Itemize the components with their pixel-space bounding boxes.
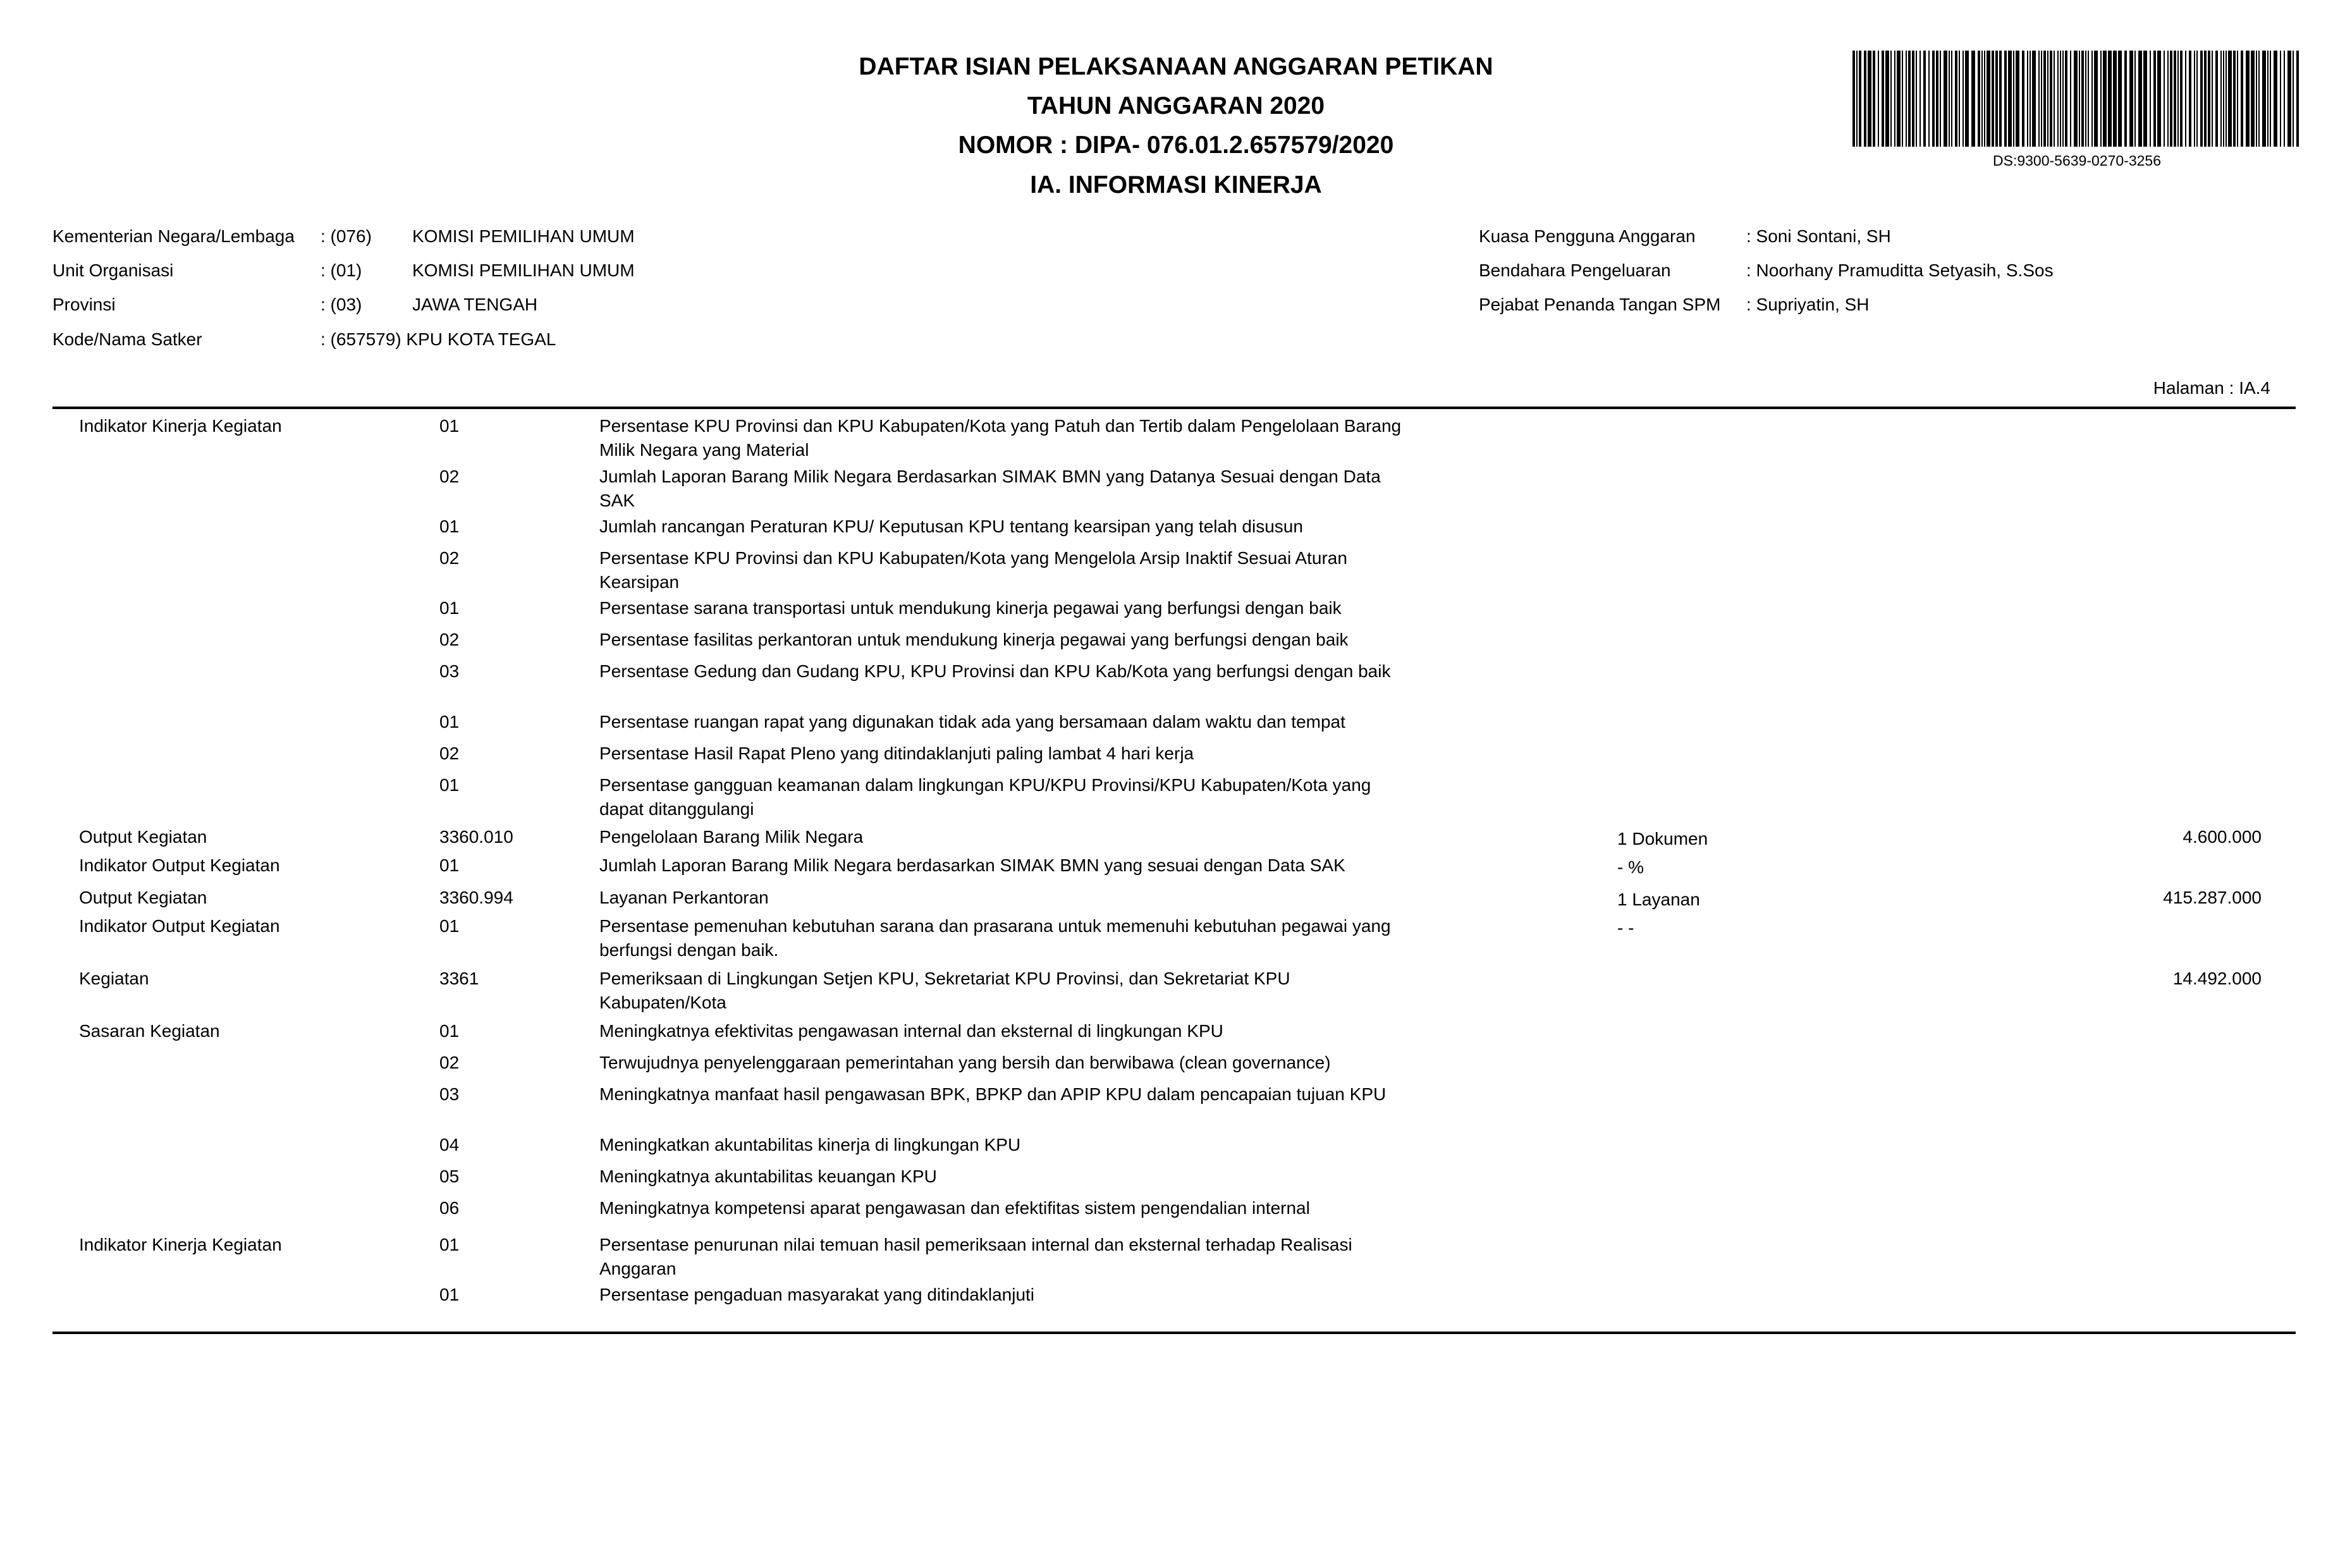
barcode-bar <box>2246 51 2250 147</box>
row-code: 01 <box>439 598 460 618</box>
barcode-bar <box>1906 51 1907 147</box>
row-volume: - - <box>1617 918 1634 938</box>
barcode-bar <box>2157 51 2161 147</box>
row-description: Layanan Perkantoran <box>599 888 769 907</box>
row-code: 03 <box>439 1084 460 1104</box>
barcode-bar <box>2091 51 2093 147</box>
barcode-bar <box>2150 51 2151 147</box>
barcode-bar <box>1868 51 1871 147</box>
barcode-bar <box>2016 51 2019 147</box>
barcode-bar <box>2167 51 2169 147</box>
row-description: Meningkatkan akuntabilitas kinerja di lingkungan KPU <box>599 1135 1021 1155</box>
barcode-bar <box>1932 51 1935 147</box>
barcode-bar <box>1856 51 1858 147</box>
barcode-bar <box>1940 51 1941 147</box>
barcode-bar <box>1923 51 1926 147</box>
barcode-bar <box>2287 51 2291 147</box>
row-code: 01 <box>439 712 460 732</box>
satker-code: : (657579) KPU KOTA TEGAL <box>321 329 556 349</box>
row-type-label: Kegiatan <box>79 969 149 988</box>
dipa-number-title: NOMOR : DIPA- 076.01.2.657579/2020 <box>958 132 1394 159</box>
row-description: Persentase ruangan rapat yang digunakan tidak ada yang bersamaan dalam waktu dan tempat <box>599 712 1345 732</box>
barcode-bar <box>2174 51 2176 147</box>
barcode-bar <box>1908 51 1911 147</box>
barcode-bar <box>2262 51 2266 147</box>
row-description: Persentase sarana transportasi untuk mendukung kinerja pegawai yang berfungsi dengan baik <box>599 598 1342 618</box>
row-code: 01 <box>439 1235 460 1254</box>
barcode-bar <box>2164 51 2165 147</box>
barcode-bar <box>2284 51 2285 147</box>
row-amount: 4.600.000 <box>2183 827 2262 847</box>
barcode-bar <box>2256 51 2257 147</box>
row-code: 05 <box>439 1167 460 1186</box>
barcode-bar <box>2062 51 2064 147</box>
row-code: 03 <box>439 661 460 681</box>
row-description: Persentase penurunan nilai temuan hasil pemeriksaan internal dan eksternal terhadap Realisasi Anggaran <box>599 1235 1352 1278</box>
row-code: 02 <box>439 548 460 568</box>
barcode-bar <box>2124 51 2127 147</box>
barcode-bar <box>1971 51 1975 147</box>
barcode-bar <box>2118 51 2122 147</box>
barcode-bar <box>2038 51 2040 147</box>
barcode-bar <box>1936 51 1938 147</box>
unit-value: KOMISI PEMILIHAN UMUM <box>412 260 635 280</box>
barcode-bar <box>1951 51 1952 147</box>
row-code: 01 <box>439 416 460 436</box>
barcode-bar <box>2094 51 2098 147</box>
barcode-bar <box>2228 51 2232 147</box>
row-description: Persentase pengaduan masyarakat yang ditindaklanjuti <box>599 1285 1035 1304</box>
barcode-bar <box>2085 51 2086 147</box>
row-code: 02 <box>439 744 460 763</box>
barcode-bar <box>1955 51 1957 147</box>
barcode-bar <box>2134 51 2136 147</box>
row-type-label: Indikator Kinerja Kegiatan <box>79 416 282 436</box>
barcode-bar <box>2054 51 2055 147</box>
barcode-bar <box>1999 51 2002 147</box>
row-code: 04 <box>439 1135 460 1155</box>
section-title: IA. INFORMASI KINERJA <box>1030 171 1322 199</box>
barcode-bar <box>2237 51 2238 147</box>
barcode-bar <box>1919 51 1921 147</box>
barcode-bar <box>2138 51 2142 147</box>
row-code: 02 <box>439 630 460 649</box>
barcode-bar <box>1912 51 1914 147</box>
document-title: DAFTAR ISIAN PELAKSANAAN ANGGARAN PETIKAN <box>859 53 1493 80</box>
barcode-bar <box>2185 51 2186 147</box>
spm-signer-label: Pejabat Penanda Tangan SPM <box>1479 295 1721 314</box>
row-volume: 1 Layanan <box>1617 890 1700 909</box>
barcode-bar <box>1992 51 1994 147</box>
barcode-bar <box>1987 51 1990 147</box>
barcode-bar <box>2270 51 2271 147</box>
treasurer-label: Bendahara Pengeluaran <box>1479 260 1671 280</box>
barcode-bar <box>1978 51 1980 147</box>
barcode-bar <box>2200 51 2203 147</box>
barcode-bar <box>2008 51 2012 147</box>
row-code: 3361 <box>439 969 479 988</box>
barcode-bar <box>1894 51 1895 147</box>
barcode-bar <box>1902 51 1903 147</box>
barcode-bar <box>2032 51 2036 147</box>
barcode-bar <box>2060 51 2061 147</box>
row-type-label: Sasaran Kegiatan <box>79 1021 220 1041</box>
row-description: Persentase Hasil Rapat Pleno yang ditindaklanjuti paling lambat 4 hari kerja <box>599 744 1194 763</box>
row-description: Pemeriksaan di Lingkungan Setjen KPU, Sekretariat KPU Provinsi, dan Sekretariat KPU Kabupaten/Kota <box>599 969 1290 1012</box>
row-code: 01 <box>439 1021 460 1041</box>
barcode-bar <box>2194 51 2195 147</box>
province-value: JAWA TENGAH <box>412 295 538 314</box>
barcode-bar <box>1882 51 1884 147</box>
province-code: : (03) <box>321 295 362 314</box>
barcode-bar <box>1897 51 1901 147</box>
barcode-bar <box>1984 51 1985 147</box>
barcode-bar <box>2108 51 2112 147</box>
barcode-bar <box>2233 51 2236 147</box>
row-code: 01 <box>439 1285 460 1304</box>
barcode-bar <box>2074 51 2078 147</box>
row-code: 3360.994 <box>439 888 513 907</box>
barcode-bar <box>2241 51 2243 147</box>
row-description: Persentase KPU Provinsi dan KPU Kabupaten/Kota yang Patuh dan Tertib dalam Pengelolaan Barang Milik Negara yang Material <box>599 416 1402 460</box>
barcode-bar <box>2274 51 2277 147</box>
barcode-bar <box>1890 51 1892 147</box>
ministry-code: : (076) <box>321 226 372 246</box>
row-description: Persentase KPU Provinsi dan KPU Kabupaten/Kota yang Mengelola Arsip Inaktif Sesuai Aturan Kearsipan <box>599 548 1347 592</box>
barcode-bar <box>2022 51 2024 147</box>
barcode-bar <box>2220 51 2222 147</box>
row-code: 01 <box>439 517 460 536</box>
barcode-bar <box>1878 51 1879 147</box>
barcode-text: DS:9300-5639-0270-3256 <box>1993 152 2161 169</box>
table-top-divider <box>52 407 2296 409</box>
row-description: Persentase gangguan keamanan dalam lingkungan KPU/KPU Provinsi/KPU Kabupaten/Kota yang dapat ditanggulangi <box>599 775 1371 819</box>
barcode-bar <box>2041 51 2042 147</box>
row-volume: - % <box>1617 857 1644 877</box>
row-description: Persentase Gedung dan Gudang KPU, KPU Provinsi dan KPU Kab/Kota yang berfungsi dengan baik <box>599 661 1391 681</box>
barcode-bar <box>1949 51 1950 147</box>
barcode-bar <box>2088 51 2089 147</box>
barcode-bar <box>2170 51 2172 147</box>
barcode-bar <box>2251 51 2255 147</box>
barcode-bar <box>1885 51 1889 147</box>
barcode-bar <box>2223 51 2224 147</box>
spm-signer-value: : Supriyatin, SH <box>1746 295 1870 314</box>
barcode-bar <box>2070 51 2071 147</box>
barcode-bar <box>2196 51 2198 147</box>
barcode-bar <box>2293 51 2294 147</box>
barcode-bar <box>2057 51 2059 147</box>
barcode-bar <box>2204 51 2207 147</box>
row-amount: 14.492.000 <box>2172 969 2262 988</box>
row-description: Meningkatnya akuntabilitas keuangan KPU <box>599 1167 937 1186</box>
barcode-bar <box>1962 51 1964 147</box>
barcode-bar <box>2153 51 2156 147</box>
satker-label: Kode/Nama Satker <box>52 329 202 349</box>
barcode-bar <box>2013 51 2014 147</box>
row-code: 02 <box>439 1053 460 1072</box>
row-description: Meningkatnya manfaat hasil pengawasan BPK, BPKP dan APIP KPU dalam pencapaian tujuan KPU <box>599 1084 1387 1104</box>
barcode-bar <box>1873 51 1875 147</box>
row-description: Jumlah Laporan Barang Milik Negara Berdasarkan SIMAK BMN yang Datanya Sesuai dengan Data SAK <box>599 467 1381 510</box>
unit-label: Unit Organisasi <box>52 260 174 280</box>
barcode-bar <box>2065 51 2067 147</box>
row-amount: 415.287.000 <box>2163 888 2262 907</box>
barcode-bar <box>2100 51 2102 147</box>
kpa-label: Kuasa Pengguna Anggaran <box>1479 226 1696 246</box>
barcode-bar <box>1965 51 1969 147</box>
barcode-bar <box>2079 51 2080 147</box>
ministry-value: KOMISI PEMILIHAN UMUM <box>412 226 635 246</box>
barcode-bar <box>1928 51 1930 147</box>
row-description: Persentase pemenuhan kebutuhan sarana dan prasarana untuk memenuhi kebutuhan pegawai yang berfungsi dengan baik. <box>599 916 1391 960</box>
barcode-bar <box>2208 51 2210 147</box>
barcode-bar <box>2212 51 2213 147</box>
row-description: Persentase fasilitas perkantoran untuk mendukung kinerja pegawai yang berfungsi dengan baik <box>599 630 1349 649</box>
barcode-bar <box>1959 51 1960 147</box>
row-description: Jumlah Laporan Barang Milik Negara berdasarkan SIMAK BMN yang sesuai dengan Data SAK <box>599 855 1345 875</box>
barcode-bar <box>2103 51 2107 147</box>
barcode-bar <box>1944 51 1947 147</box>
barcode-bar <box>1864 51 1866 147</box>
barcode-bar <box>2047 51 2048 147</box>
row-type-label: Output Kegiatan <box>79 888 207 907</box>
row-description: Meningkatnya kompetensi aparat pengawasan dan efektifitas sistem pengendalian internal <box>599 1198 1310 1218</box>
barcode-bar <box>2027 51 2028 147</box>
barcode-bar <box>2081 51 2084 147</box>
barcode-bar <box>1916 51 1917 147</box>
barcode-bar <box>2180 51 2183 147</box>
fiscal-year-title: TAHUN ANGGARAN 2020 <box>1027 92 1325 119</box>
treasurer-value: : Noorhany Pramuditta Setyasih, S.Sos <box>1746 260 2054 280</box>
barcode-bar <box>2280 51 2281 147</box>
barcode-bar <box>2129 51 2133 147</box>
barcode-bar <box>2296 51 2299 147</box>
row-description: Meningkatnya efektivitas pengawasan internal dan eksternal di lingkungan KPU <box>599 1021 1223 1041</box>
ministry-label: Kementerian Negara/Lembaga <box>52 226 295 246</box>
barcode-image <box>1852 51 2301 147</box>
barcode-bar <box>1852 51 1855 147</box>
row-code: 02 <box>439 467 460 486</box>
barcode-bar <box>2004 51 2007 147</box>
barcode-bar <box>2267 51 2268 147</box>
barcode-bar <box>2258 51 2260 147</box>
barcode-bar <box>2030 51 2031 147</box>
row-type-label: Output Kegiatan <box>79 827 207 847</box>
row-type-label: Indikator Output Kegiatan <box>79 916 280 936</box>
row-code: 01 <box>439 855 460 875</box>
row-description: Pengelolaan Barang Milik Negara <box>599 827 864 847</box>
row-code: 01 <box>439 916 460 936</box>
table-bottom-divider <box>52 1332 2296 1334</box>
barcode-bar <box>2189 51 2191 147</box>
barcode-bar <box>2226 51 2227 147</box>
barcode-bar <box>2215 51 2218 147</box>
row-type-label: Indikator Output Kegiatan <box>79 855 280 875</box>
barcode-bar <box>2177 51 2179 147</box>
kpa-value: : Soni Sontani, SH <box>1746 226 1891 246</box>
barcode-bar <box>2043 51 2046 147</box>
row-type-label: Indikator Kinerja Kegiatan <box>79 1235 282 1254</box>
row-code: 3360.010 <box>439 827 513 847</box>
barcode-bar <box>1981 51 1983 147</box>
province-label: Provinsi <box>52 295 116 314</box>
row-description: Terwujudnya penyelenggaraan pemerintahan yang bersih dan berwibawa (clean governance) <box>599 1053 1331 1072</box>
unit-code: : (01) <box>321 260 362 280</box>
barcode-bar <box>2143 51 2147 147</box>
row-volume: 1 Dokumen <box>1617 829 1708 848</box>
barcode-bar <box>2050 51 2052 147</box>
barcode-bar <box>2113 51 2117 147</box>
row-code: 01 <box>439 775 460 795</box>
page-number: Halaman : IA.4 <box>2153 378 2270 398</box>
barcode-bar <box>1995 51 1998 147</box>
row-description: Jumlah rancangan Peraturan KPU/ Keputusan KPU tentang kearsipan yang telah disusun <box>599 517 1303 536</box>
row-code: 06 <box>439 1198 460 1218</box>
barcode-bar <box>1859 51 1861 147</box>
